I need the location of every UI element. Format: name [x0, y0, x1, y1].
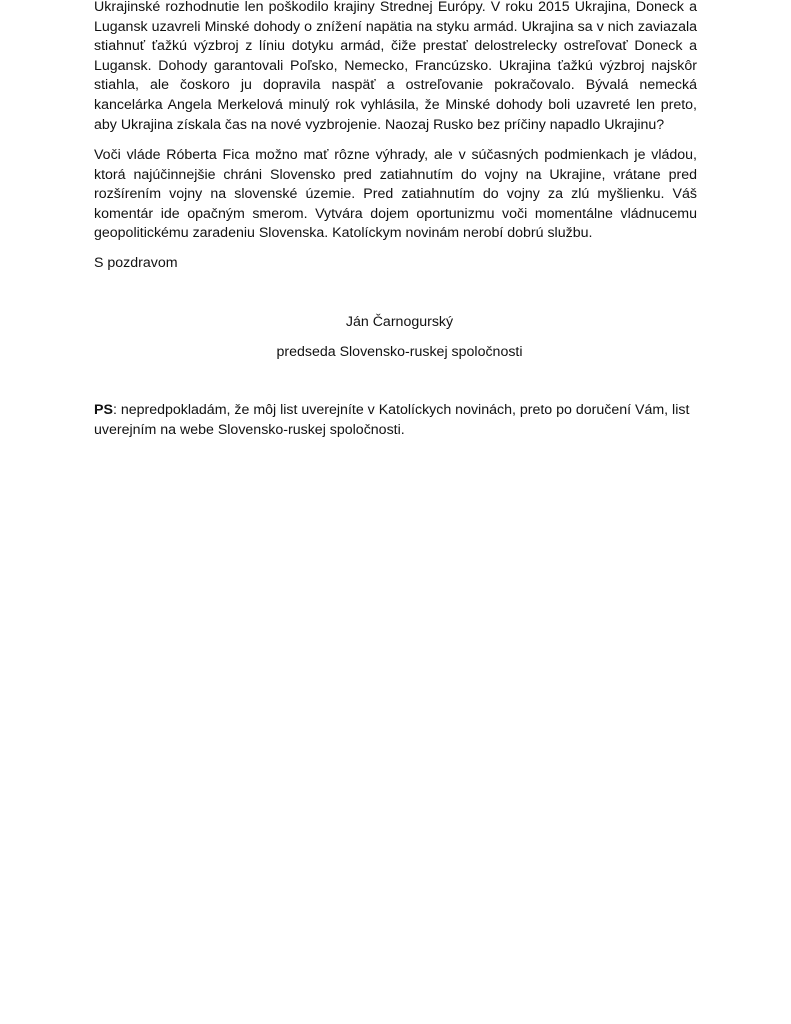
letter-greeting: S pozdravom [94, 255, 178, 271]
signature-name: Ján Čarnogurský [345, 314, 454, 330]
letter-paragraph-1: Ukrajinské rozhodnutie len poškodilo krajiny Strednej Európy. V roku 2015 Ukrajina, Doneck a Lugansk uzavreli Minské dohody o znížení napätia na styku armád. Ukrajina sa v nich zaviazala stiahnuť ťažkú výzbroj z líniu dotyku armád, čiže prestať delostrelecky ostreľovať Doneck a Lugansk. Dohody garantovali Poľsko, Nemecko, Francúzsko. Ukrajina ťažkú výzbroj najskôr stiahla, ale čoskoro ju dopravila naspäť a ostreľovanie pokračovalo. Bývalá nemecká kancelárka Angela Merkelová minulý rok vyhlásila, že Minské dohody boli uzavreté len preto, aby Ukrajina získala čas na nové vyzbrojenie. Naozaj Rusko bez príčiny napadlo Ukrajinu? [94, 0, 697, 133]
postscript-text: : nepredpokladám, že môj list uverejníte v Katolíckych novinách, preto po doručení Vám, list uverejním na webe Slovensko-ruskej spoločnosti. [94, 402, 690, 438]
signature-title: predseda Slovensko-ruskej spoločnosti [276, 344, 523, 360]
postscript [94, 401, 697, 440]
letter-paragraph-2: Voči vláde Róberta Fica možno mať rôzne výhrady, ale v súčasných podmienkach je vládou, ktorá najúčinnejšie chráni Slovensko pred zatiahnutím do vojny na Ukrajine, vrátane pred rozšírením vojny na slovenské územie. Pred zatiahnutím do vojny za zlú myšlienku. Váš komentár ide opačným smerom. Vytvára dojem oportunizmu voči momentálne vládnucemu geopolitickému zaradeniu Slovenska. Katolíckym novinám nerobí dobrú službu. [94, 147, 697, 242]
postscript-label: PS [94, 402, 113, 418]
